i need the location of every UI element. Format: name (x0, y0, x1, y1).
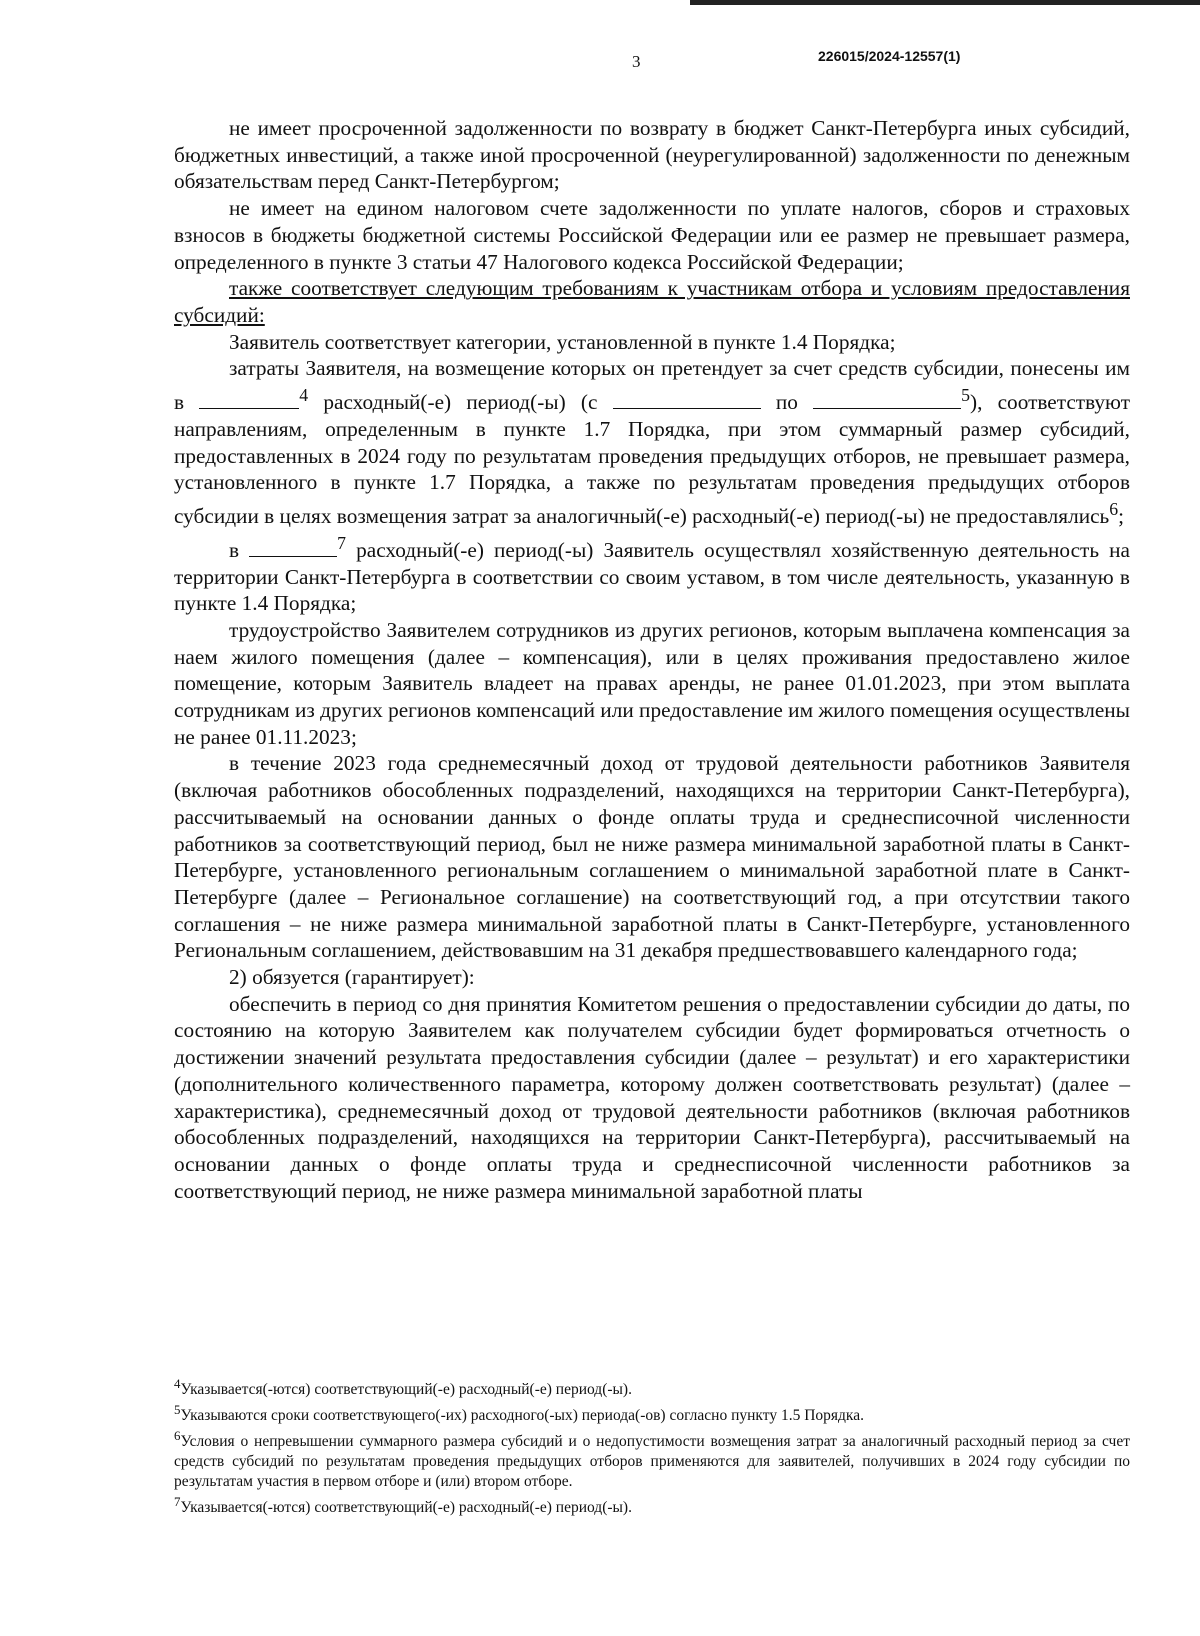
underlined-text: также соответствует следующим требованиям к участникам отбора и условиям предоставления субсидий: (174, 276, 1130, 327)
paragraph: не имеет на едином налоговом счете задолженности по уплате налогов, сборов и страховых взносов в бюджеты бюджетной системы Российской Федерации или ее размер не превышает размера, определенного в пункте 3 статьи 47 Налогового кодекса Российской Федерации; (174, 196, 1130, 274)
footnote-text: Условия о непревышении суммарного размера субсидий и о недопустимости возмещения затрат за аналогичный расходный период за счет средств субсидий по результатам проведения предыдущих отборов применяются для заявителей, получивших в 2024 году субсидии по результатам участия в первом отборе и (или) втором отборе. (174, 1433, 1130, 1491)
text-segment: расходный(-е) период(-ы) Заявитель осуществлял хозяйственную деятельность на территории Санкт-Петербурга в соответствии со своим уставом, в том числе деятельность, указанную в пункте 1.4 Порядка; (174, 537, 1130, 616)
text-segment: по (760, 390, 814, 415)
scan-top-edge (690, 0, 1200, 5)
blank-field (813, 392, 961, 409)
footnote-ref: 6 (1109, 498, 1119, 519)
paragraph: Заявитель соответствует категории, установленной в пункте 1.4 Порядка; (229, 329, 896, 354)
text-segment: ), соответствуют направлениям, определенным в пункте 1.7 Порядка, при этом суммарный размер субсидий, предоставленных в 2024 году по результатам проведения предыдущих отборов, не превышает размера, установленного в пункте 1.7 Порядка, а также по результатам проведения предыдущих отборов субсидии в целях возмещения затрат за аналогичный(-е) расходный(-е) период(-ы) не предоставлялись (174, 390, 1130, 529)
footnote-ref: 5 (961, 385, 970, 406)
document-body (174, 115, 1130, 1204)
blank-field (199, 392, 299, 409)
document-number: 226015/2024-12557(1) (818, 48, 961, 64)
text-segment: в (229, 537, 250, 562)
text-segment: затраты Заявителя, на возмещение которых он претендует за счет средств субсидии, понесены им в (174, 356, 1130, 415)
footnote (174, 1426, 1130, 1492)
footnote-text: Указывается(-ются) соответствующий(-е) расходный(-е) период(-ы). (180, 1381, 632, 1399)
text-segment: ; (1118, 504, 1125, 529)
paragraph-activity (174, 530, 1130, 617)
footnote-mark: 4 (174, 1376, 181, 1391)
paragraph-underlined (174, 275, 1130, 328)
paragraph: в течение 2023 года среднемесячный доход от трудовой деятельности работников Заявителя (включая работников обособленных подразделений, находящихся на территории Санкт-Петербурга), рассчитываемый на основании данных о фонде оплаты труда и среднесписочной численности работников за соответствующий период, был не ниже размера минимальной заработной платы в Санкт-Петербурге, установленного региональным соглашением о минимальной заработной плате в Санкт-Петербурге (далее – Региональное соглашение) на соответствующий год, а при отсутствии такого соглашения – не ниже размера минимальной заработной платы в Санкт-Петербурге, установленного Региональным соглашением, действовавшим на 31 декабря предшествовавшего календарного года; (174, 751, 1130, 963)
paragraph: трудоустройство Заявителем сотрудников из других регионов, которым выплачена компенсация за наем жилого помещения (далее – компенсация), или в целях проживания предоставлено жилое помещение, которым Заявитель владеет на правах аренды, не ранее 01.01.2023, при этом выплата сотрудникам из других регионов компенсаций или предоставление им жилого помещения осуществлены не ранее 01.11.2023; (174, 617, 1130, 749)
footnote-mark: 7 (174, 1494, 181, 1510)
paragraph: 2) обязуется (гарантирует): (229, 965, 475, 990)
blank-field (613, 392, 761, 409)
footnote-mark: 5 (174, 1402, 181, 1418)
footnote (174, 1374, 1130, 1400)
footnote (174, 1400, 1130, 1426)
footnotes (174, 1374, 1130, 1519)
footnote-text: Указываются сроки соответствующего(-их) расходного(-ых) периода(-ов) согласно пункту 1.5 Порядка. (180, 1407, 864, 1425)
footnote-mark: 6 (174, 1428, 181, 1444)
footnote (174, 1492, 1130, 1518)
page-number: 3 (632, 52, 641, 71)
paragraph: обеспечить в период со дня принятия Комитетом решения о предоставлении субсидии до даты, по состоянию на которую Заявителем как получателем субсидии будет формироваться отчетность о достижении значений результата предоставления субсидии (далее – результат) и его характеристики (дополнительного количественного параметра, которому должен соответствовать результат) (далее – характеристика), среднемесячный доход от трудовой деятельности работников (включая работников обособленных подразделений, находящихся на территории Санкт-Петербурга), рассчитываемый на основании данных о фонде оплаты труда и среднесписочной численности работников за соответствующий период, не ниже размера минимальной заработной платы (174, 991, 1130, 1203)
footnote-text: Указывается(-ются) соответствующий(-е) расходный(-е) период(-ы). (180, 1499, 632, 1517)
footnote-ref: 4 (299, 385, 309, 406)
footnote-ref: 7 (337, 532, 347, 553)
paragraph: не имеет просроченной задолженности по возврату в бюджет Санкт-Петербурга иных субсидий, бюджетных инвестиций, а также иной просроченной (неурегулированной) задолженности по денежным обязательствам перед Санкт-Петербургом; (174, 116, 1130, 194)
blank-field (249, 540, 337, 557)
text-segment: расходный(-е) период(-ы) (с (308, 390, 613, 415)
paragraph-expenses (174, 355, 1130, 529)
